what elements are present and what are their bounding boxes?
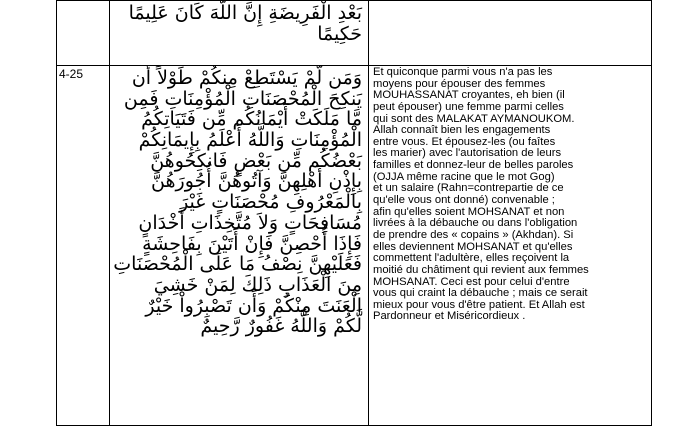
french-line: de prendre des « copains » (Akhdan). Si [373,228,574,241]
verse-number-cell [57,1,110,66]
arabic-line: الْمُؤْمِنَاتِ وَاللَّهُ أَعْلَمُ بِإِيمَانِكُمْ [138,129,362,152]
arabic-line: لَّكُمْ وَاللَّهُ غَفُورٌ رَّحِيمٌ [200,315,362,337]
french-text [369,66,651,323]
french-cell [369,1,652,66]
arabic-line: وَمَن لَّمْ يَسْتَطِعْ مِنكُمْ طَوْلاً أَن [131,67,362,89]
french-line: moyens pour épouser des femmes [373,77,546,90]
arabic-line: مَّا مَلَكَتْ أَيْمَانُكُم مِّن فَتَيَاتِكُمُ [141,108,362,131]
arabic-line: يَنكِحَ الْمُحْصَنَاتِ الْمُؤْمِنَاتِ فَمِن [123,87,362,110]
arabic-line: مُسَافِحَاتٍ وَلاَ مُتَّخِذَاتِ أَخْدَانٍ [138,211,362,234]
arabic-line: فَعَلَيْهِنَّ نِصْفُ مَا عَلَى الْمُحْصَنَاتِ [113,253,362,276]
french-line: (OJJA même racine que le mot Gog) [373,170,555,183]
arabic-cell [110,1,369,66]
arabic-line: بِإِذْنِ أَهْلِهِنَّ وَآتُوهُنَّ أُجُورَهُنَّ [151,170,362,193]
arabic-line: بَعْضُكُم مِّن بَعْضٍ فَانكِحُوهُنَّ [150,149,362,172]
arabic-line: الْعَنَتَ مِنْكُمْ وَأَن تَصْبِرُواْ خَيْرٌ [145,294,362,317]
french-line: entre vous. Et épousez-les (ou faîtes [373,135,556,148]
arabic-line: بَعْدِ الْفَرِيضَةِ إِنَّ اللَّهَ كَانَ عَلِيمًا [128,2,362,24]
french-line: les marier) avec l'autorisation de leurs [373,147,562,160]
arabic-cell [110,66,369,426]
french-line: familles et donnez-leur de belles paroles [373,159,574,172]
french-line: livrées à la débauche ou dans l'obligation [373,217,578,230]
arabic-text [110,66,368,337]
french-line: MOHSANAT. Ceci est pour celui d'entre [373,275,570,288]
french-line: et un salaire (Rahn=contrepartie de ce [373,182,564,195]
french-line: moitié du châtiment qui revient aux femmes [373,263,589,276]
french-line: elles deviennent MOHSANAT et qu'elles [373,240,573,253]
table-row [57,1,652,66]
french-line: Pardonneur et Miséricordieux . [373,310,526,323]
french-line: vous qui craint la débauche ; mais ce serait [373,287,588,300]
table-row [57,66,652,426]
french-line: peut épouser) une femme parmi celles [373,100,564,113]
french-line: mieux pour vous d'être patient. Et Allah est [373,298,585,311]
verse-number: 4-25 [59,67,84,81]
arabic-line: حَكِيمًا [317,22,362,45]
arabic-line: بِالْمَعْرُوفِ مُحْصَنَاتٍ غَيْرَ [179,191,362,214]
french-line: MOUHASSANAT croyantes, eh bien (il [373,89,565,102]
arabic-text [110,1,368,44]
arabic-line: فَإِذَا أُحْصِنَّ فَإِنْ أَتَيْنَ بِفَاحِشَةٍ [142,232,362,255]
french-line: afin qu'elles soient MOHSANAT et non [373,205,565,218]
french-cell [369,66,652,426]
french-line: Et quiconque parmi vous n'a pas les [373,66,553,78]
french-line: Allah connaît bien les engagements [373,124,551,137]
arabic-line: مِنَ الْعَذَابِ ذَلِكَ لِمَنْ خَشِيَ [153,273,362,296]
french-line: commettent l'adultère, elles reçoivent la [373,252,570,265]
verse-number-cell [57,66,110,426]
french-line: qu'elle vous ont donné) convenable ; [373,194,555,207]
verse-table [56,0,652,426]
french-line: qui sont des MALAKAT AYMANOUKOM. [373,112,575,125]
